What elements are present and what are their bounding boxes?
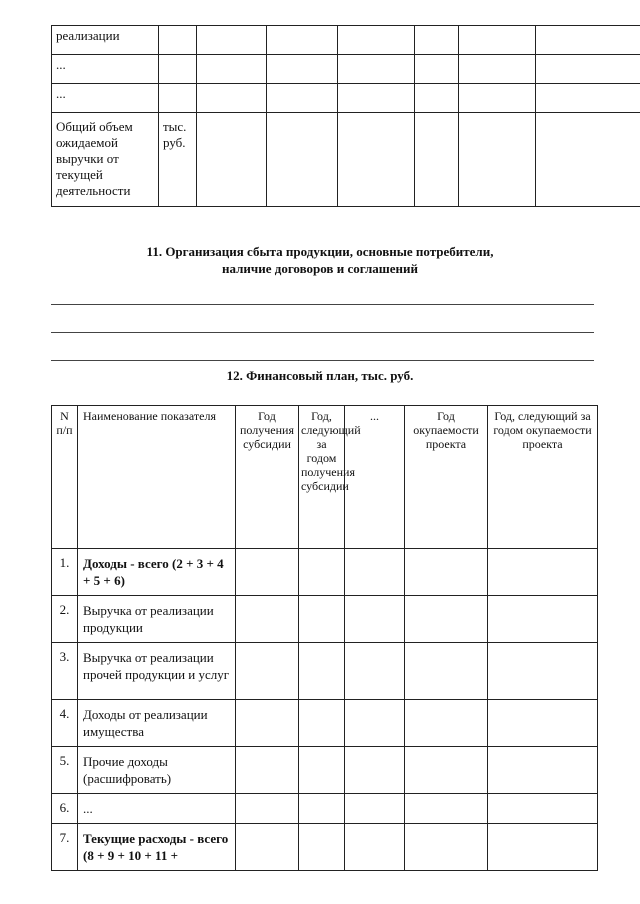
row-num: 4. <box>52 700 78 747</box>
section-12-heading: 12. Финансовый план, тыс. руб. <box>226 368 414 383</box>
header-col1: Год получения субсидии <box>236 406 299 549</box>
table-row <box>52 794 598 824</box>
financial-plan-table <box>51 405 598 871</box>
header-name: Наименование показателя <box>78 406 236 549</box>
header-col4: Год окупаемости проекта <box>405 406 488 549</box>
fill-line <box>51 360 594 361</box>
table-row <box>52 549 598 596</box>
table-row <box>52 26 640 55</box>
revenue-table <box>51 25 640 207</box>
row-label: ... <box>78 794 236 824</box>
row-label: Доходы от реализации имущества <box>78 700 236 747</box>
unit-cell <box>159 26 197 55</box>
table-row <box>52 113 640 207</box>
row-num: 6. <box>52 794 78 824</box>
table-row <box>52 55 640 84</box>
row-num: 7. <box>52 824 78 871</box>
section-11-title-line1: 11. Организация сбыта продукции, основные потребители, <box>146 244 494 259</box>
row-num: 3. <box>52 643 78 700</box>
header-row <box>52 406 598 549</box>
row-label: ... <box>52 84 159 113</box>
row-label: реализации <box>52 26 159 55</box>
fill-line <box>51 332 594 333</box>
table-row <box>52 700 598 747</box>
table-row <box>52 824 598 871</box>
row-label: Выручка от реализации продукции <box>78 596 236 643</box>
row-label: Прочие доходы (расшифровать) <box>78 747 236 794</box>
fill-line <box>51 304 594 305</box>
row-label: Выручка от реализации прочей продукции и услуг <box>78 643 236 700</box>
table-row <box>52 747 598 794</box>
row-num: 2. <box>52 596 78 643</box>
section-11-heading <box>0 243 640 277</box>
table-row <box>52 84 640 113</box>
header-col3: ... <box>345 406 405 549</box>
row-label: Общий объем ожидаемой выручки от текущей деятельности <box>52 113 159 207</box>
row-num: 1. <box>52 549 78 596</box>
header-num: N п/п <box>52 406 78 549</box>
row-num: 5. <box>52 747 78 794</box>
unit-cell: тыс. руб. <box>159 113 197 207</box>
table-row <box>52 596 598 643</box>
row-label: Текущие расходы - всего (8 + 9 + 10 + 11 + <box>78 824 236 871</box>
header-col2: Год, следующий за годом получения субсидии <box>299 406 345 549</box>
section-11-title-line2: наличие договоров и соглашений <box>222 261 418 276</box>
row-label: Доходы - всего (2 + 3 + 4 + 5 + 6) <box>78 549 236 596</box>
table-row <box>52 643 598 700</box>
unit-cell <box>159 55 197 84</box>
header-col5: Год, следующий за годом окупаемости проекта <box>488 406 598 549</box>
unit-cell <box>159 84 197 113</box>
row-label: ... <box>52 55 159 84</box>
